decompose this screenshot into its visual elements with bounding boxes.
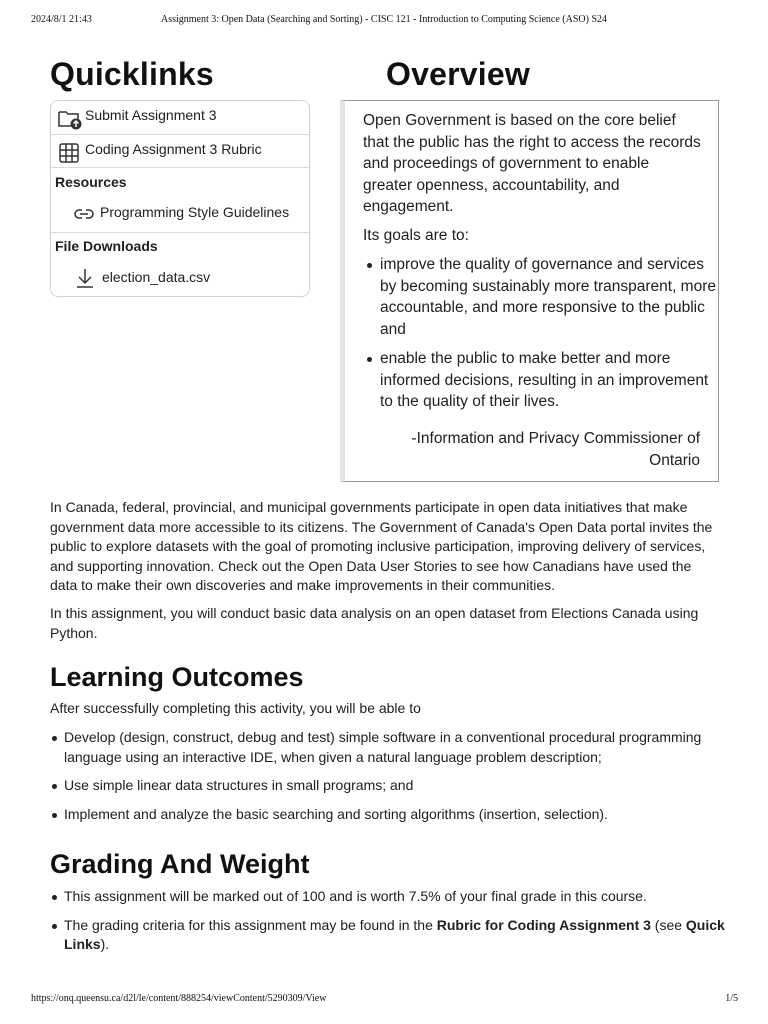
resources-heading: Resources [55,174,127,190]
style-guidelines-link[interactable] [51,202,309,226]
downloads-heading: File Downloads [55,238,158,254]
learning-outcomes-lead: After successfully completing this activity, you will be able to [50,700,421,716]
quicklinks-title: Quicklinks [50,56,214,92]
learning-outcomes-heading: Learning Outcomes [50,662,304,692]
grading-item-text: ). [100,936,110,952]
print-url: https://onq.queensu.ca/d2l/le/content/888254/viewContent/5290309/View [31,993,327,1004]
overview-attribution: -Information and Privacy Commissioner of Ontario [411,430,700,469]
overview-goal-item: improve the quality of governance and services by becoming sustainably more transparent, more accountable, and more responsive to the public and [380,254,718,340]
print-footer [0,993,768,1007]
assignment-paragraph: In this assignment, you will conduct basic data analysis on an open dataset from Elections Canada using Python. [50,605,699,641]
overview-quote-box [340,100,719,482]
overview-goals-lead: Its goals are to: [363,227,469,244]
election-data-download[interactable] [51,265,309,291]
rubric-reference: Rubric for Coding Assignment 3 [436,916,651,933]
downloads-section [51,233,309,296]
intro-paragraph: In Canada, federal, provincial, and municipal governments participate in open data initiatives that make government data more accessible to its citizens. The Government of Canada's Open Data portal invites the public to explore datasets with the goal of promoting inclusive participation, improving delivery of services, and supporting innovation. Check out the Open Data User Stories to see how Canadians have used the data to make their own discoveries and make improvements in their communities. [50,499,713,593]
download-icon [74,266,96,288]
learning-outcomes-list [50,728,734,833]
resources-section [51,168,309,233]
overview-intro: Open Government is based on the core belief that the public has the right to access the records and proceedings of government to enable greater openness, accountability, and engagement. [363,112,701,215]
rubric-label: Coding Assignment 3 Rubric [85,141,262,157]
quicklinks-card [50,100,310,297]
grading-item: This assignment will be marked out of 100 and is worth 7.5% of your final grade in this course. [64,887,734,907]
grading-item-text: (see [650,916,686,933]
overview-goals-list [363,254,718,421]
submit-folder-icon [57,107,81,131]
overview-goal-item: enable the public to make better and more informed decisions, resulting in an improvement to the quality of their lives. [380,348,718,413]
quick-links-reference: Quick Links [64,916,725,952]
submit-assignment-link[interactable] [51,101,309,135]
grading-item [64,916,734,955]
print-page-number: 1/5 [725,993,738,1004]
grading-list [50,887,734,964]
election-data-label: election_data.csv [102,269,211,285]
link-icon [73,203,95,225]
print-header [0,14,768,28]
grading-heading: Grading And Weight [50,849,310,879]
learning-outcome-item: Use simple linear data structures in small programs; and [64,776,734,796]
style-guidelines-label: Programming Style Guidelines [100,204,290,220]
overview-title: Overview [386,56,530,92]
rubric-grid-icon [57,141,81,165]
learning-outcome-item: Implement and analyze the basic searching and sorting algorithms (insertion, selection). [64,805,734,825]
learning-outcome-item: Develop (design, construct, debug and test) simple software in a conventional procedural programming language using an interactive IDE, when given a natural language problem description; [64,728,734,767]
print-doc-title: Assignment 3: Open Data (Searching and Sorting) - CISC 121 - Introduction to Computing Science (ASO) S24 [160,14,608,25]
grading-item-text: The grading criteria for this assignment may be found in the [64,916,437,933]
submit-assignment-label: Submit Assignment 3 [85,107,217,123]
rubric-link[interactable] [51,135,309,168]
print-datetime: 2024/8/1 21:43 [31,14,92,25]
